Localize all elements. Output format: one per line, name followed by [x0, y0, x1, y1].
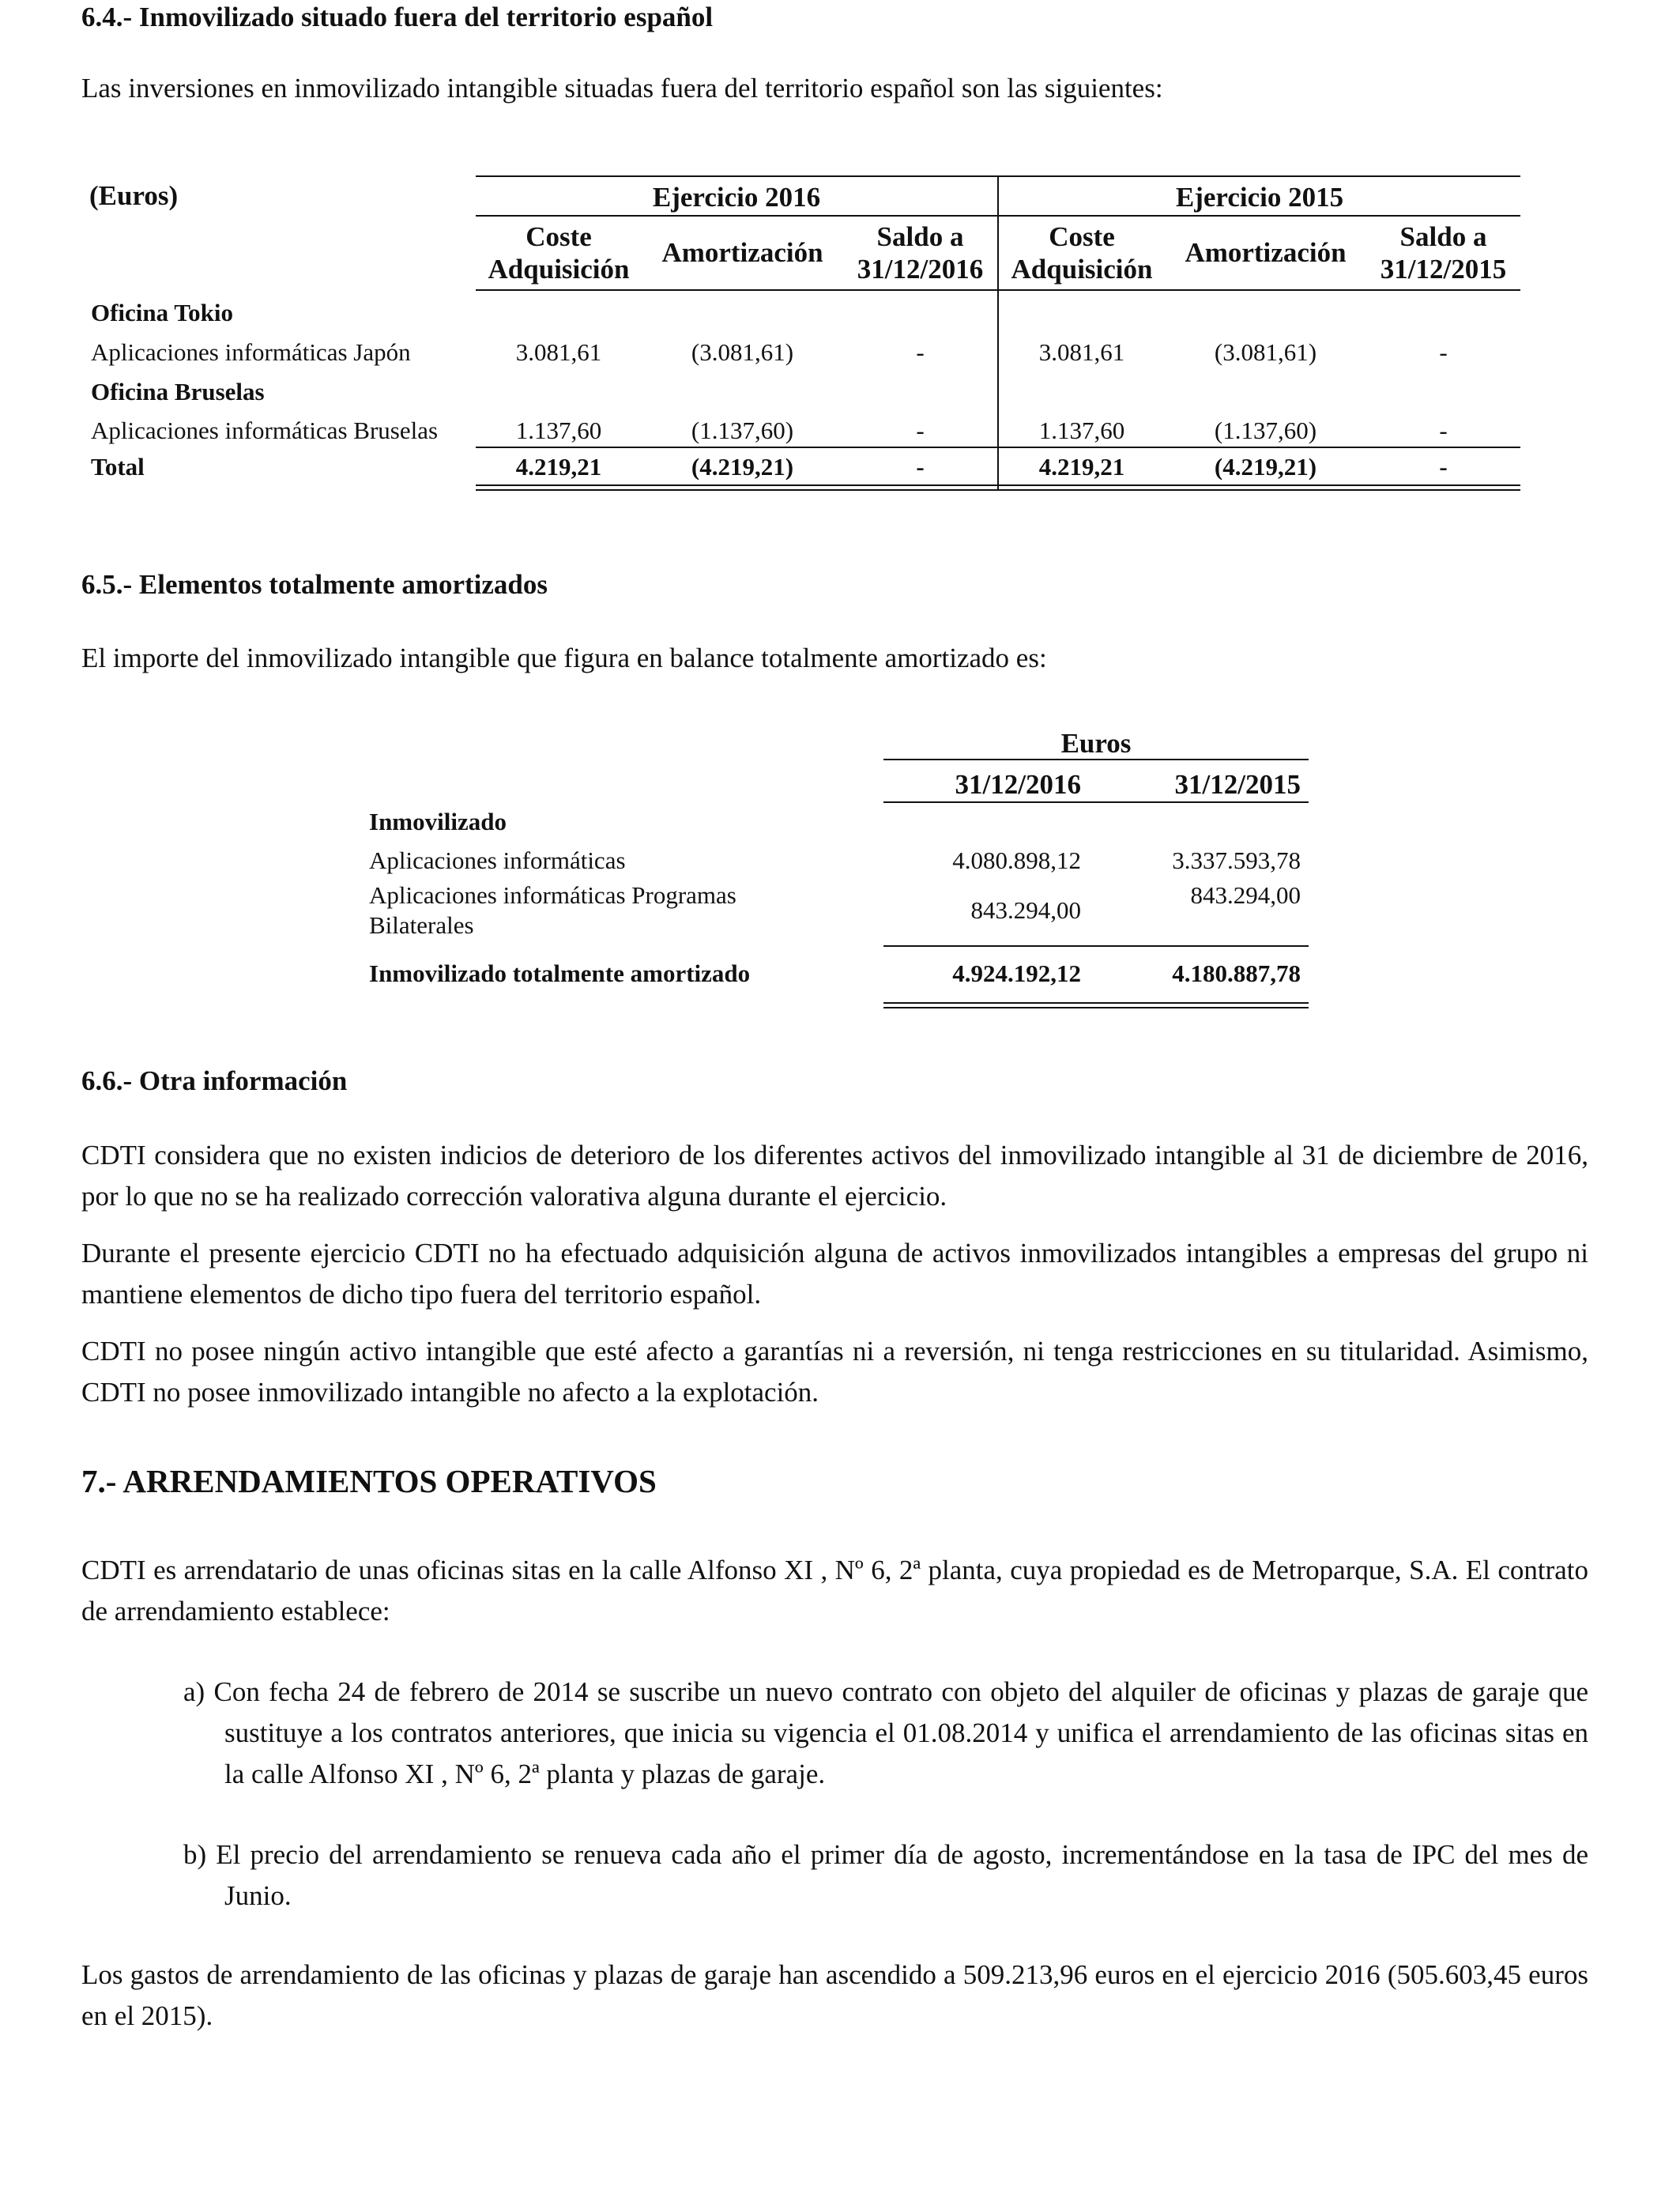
section-6-6-paragraph-3: CDTI no posee ningún activo intangible que esté afecto a garantías ni a reversión, ni tenga restricciones en su titularidad. Asimismo, CDTI no posee inmovilizado intangible no afecto a la explotación. — [81, 1336, 1588, 1408]
col-coste-2016-l1: Coste — [525, 221, 592, 252]
cell-amort-2015: (3.081,61) — [1214, 338, 1317, 366]
section-7-heading: 7.- ARRENDAMIENTOS OPERATIVOS — [81, 1463, 657, 1499]
group-label: Inmovilizado — [369, 808, 507, 835]
section-6-6-paragraph-1: CDTI considera que no existen indicios de deterioro de los diferentes activos del inmovilizado intangible al 31 de diciembre de 2016, por lo que no se ha realizado corrección valorativa alguna durante el ejercicio. — [81, 1140, 1588, 1212]
row-label-line1: Aplicaciones informáticas Programas — [369, 881, 736, 909]
col-saldo-2015-l2: 31/12/2015 — [1380, 254, 1507, 285]
row-label-line2: Bilaterales — [369, 911, 474, 939]
cell-2016: 4.080.898,12 — [952, 846, 1081, 874]
group-header-rule — [476, 215, 1520, 217]
col-coste-2015-l2: Adquisición — [1011, 254, 1153, 285]
col-saldo-2016-l1: Saldo a — [876, 221, 964, 252]
cell-saldo-2016: - — [916, 417, 925, 444]
section-7-paragraph-1: CDTI es arrendatario de unas oficinas sitas en la calle Alfonso XI , Nº 6, 2ª planta, cuya propiedad es de Metroparque, S.A. El contrato de arrendamiento establece: — [81, 1555, 1588, 1627]
section-7-paragraph-2: Los gastos de arrendamiento de las oficinas y plazas de garaje han ascendido a 509.213,96 euros en el ejercicio 2016 (505.603,45 euros en el 2015). — [81, 1959, 1588, 2031]
group-header-2015: Ejercicio 2015 — [1175, 182, 1344, 213]
cell-2015: 843.294,00 — [1190, 881, 1301, 909]
section-6-5-heading: 6.5.- Elementos totalmente amortizados — [81, 569, 548, 600]
total-double-rule-2 — [476, 489, 1520, 491]
cell-coste-2016: 4.219,21 — [515, 453, 602, 481]
office-bruselas-label: Oficina Bruselas — [91, 378, 265, 405]
cell-coste-2015: 1.137,60 — [1038, 417, 1125, 444]
section-6-6-heading: 6.6.- Otra información — [81, 1065, 348, 1096]
pre-total-rule — [883, 945, 1309, 947]
cell-saldo-2015: - — [1439, 417, 1448, 444]
list-item-a: a) Con fecha 24 de febrero de 2014 se suscribe un nuevo contrato con objeto del alquiler de oficinas y plazas de garaje que sustituye a los contratos anteriores, que inicia su vigencia el 01.08.2014 y unifica el arrendamiento de las oficinas sitas en la calle Alfonso XI , Nº 6, 2ª planta y plazas de garaje. — [183, 1676, 1588, 1789]
col-2016: 31/12/2016 — [955, 769, 1081, 800]
cell-2015: 3.337.593,78 — [1172, 846, 1301, 874]
cell-2015: 4.180.887,78 — [1172, 959, 1301, 987]
cell-amort-2015: (1.137,60) — [1214, 417, 1317, 444]
cell-saldo-2015: - — [1439, 453, 1448, 481]
cell-saldo-2016: - — [916, 453, 925, 481]
col-header-rule — [883, 801, 1309, 803]
total-double-rule-1 — [883, 1002, 1309, 1004]
section-6-4-intro: Las inversiones en inmovilizado intangible situadas fuera del territorio español son las siguientes: — [81, 73, 1163, 104]
office-tokio-label: Oficina Tokio — [91, 299, 234, 326]
col-coste-2016-l2: Adquisición — [488, 254, 630, 285]
cell-amort-2016: (4.219,21) — [691, 453, 794, 481]
col-amort-2015: Amortización — [1185, 237, 1347, 268]
section-6-6-paragraph-2: Durante el presente ejercicio CDTI no ha efectuado adquisición alguna de activos inmovilizados intangibles a empresas del grupo ni mantiene elementos de dicho tipo fuera del territorio español. — [81, 1238, 1588, 1310]
cell-2016: 843.294,00 — [970, 896, 1081, 924]
cell-amort-2016: (3.081,61) — [691, 338, 794, 366]
row-label: Aplicaciones informáticas — [369, 846, 626, 874]
cell-coste-2016: 3.081,61 — [515, 338, 602, 366]
total-double-rule-2 — [883, 1007, 1309, 1008]
pre-total-rule — [476, 447, 1520, 448]
col-saldo-2015-l1: Saldo a — [1399, 221, 1487, 252]
section-6-5-intro: El importe del inmovilizado intangible que figura en balance totalmente amortizado es: — [81, 643, 1047, 673]
unit-rule — [883, 759, 1309, 760]
cell-coste-2015: 4.219,21 — [1038, 453, 1125, 481]
cell-saldo-2015: - — [1439, 338, 1448, 366]
table-unit-label: Euros — [1060, 728, 1132, 759]
cell-amort-2016: (1.137,60) — [691, 417, 794, 444]
row-label: Inmovilizado totalmente amortizado — [369, 959, 751, 987]
row-label: Aplicaciones informáticas Japón — [91, 338, 411, 366]
table-unit-label: (Euros) — [89, 180, 179, 211]
cell-saldo-2016: - — [916, 338, 925, 366]
list-item-b: b) El precio del arrendamiento se renueva cada año el primer día de agosto, incrementándose en la tasa de IPC del mes de Junio. — [183, 1839, 1588, 1911]
cell-2016: 4.924.192,12 — [952, 959, 1081, 987]
cell-coste-2016: 1.137,60 — [515, 417, 602, 444]
section-6-4-heading: 6.4.- Inmovilizado situado fuera del territorio español — [81, 2, 714, 32]
row-label: Total — [91, 453, 145, 481]
group-header-2016: Ejercicio 2016 — [652, 182, 821, 213]
col-2015: 31/12/2015 — [1174, 769, 1301, 800]
col-amort-2016: Amortización — [661, 237, 823, 268]
col-header-rule — [476, 289, 1520, 291]
col-coste-2015-l1: Coste — [1049, 221, 1115, 252]
total-double-rule-1 — [476, 484, 1520, 486]
col-saldo-2016-l2: 31/12/2016 — [857, 254, 984, 285]
row-label: Aplicaciones informáticas Bruselas — [91, 417, 439, 444]
cell-amort-2015: (4.219,21) — [1214, 453, 1317, 481]
cell-coste-2015: 3.081,61 — [1038, 338, 1125, 366]
